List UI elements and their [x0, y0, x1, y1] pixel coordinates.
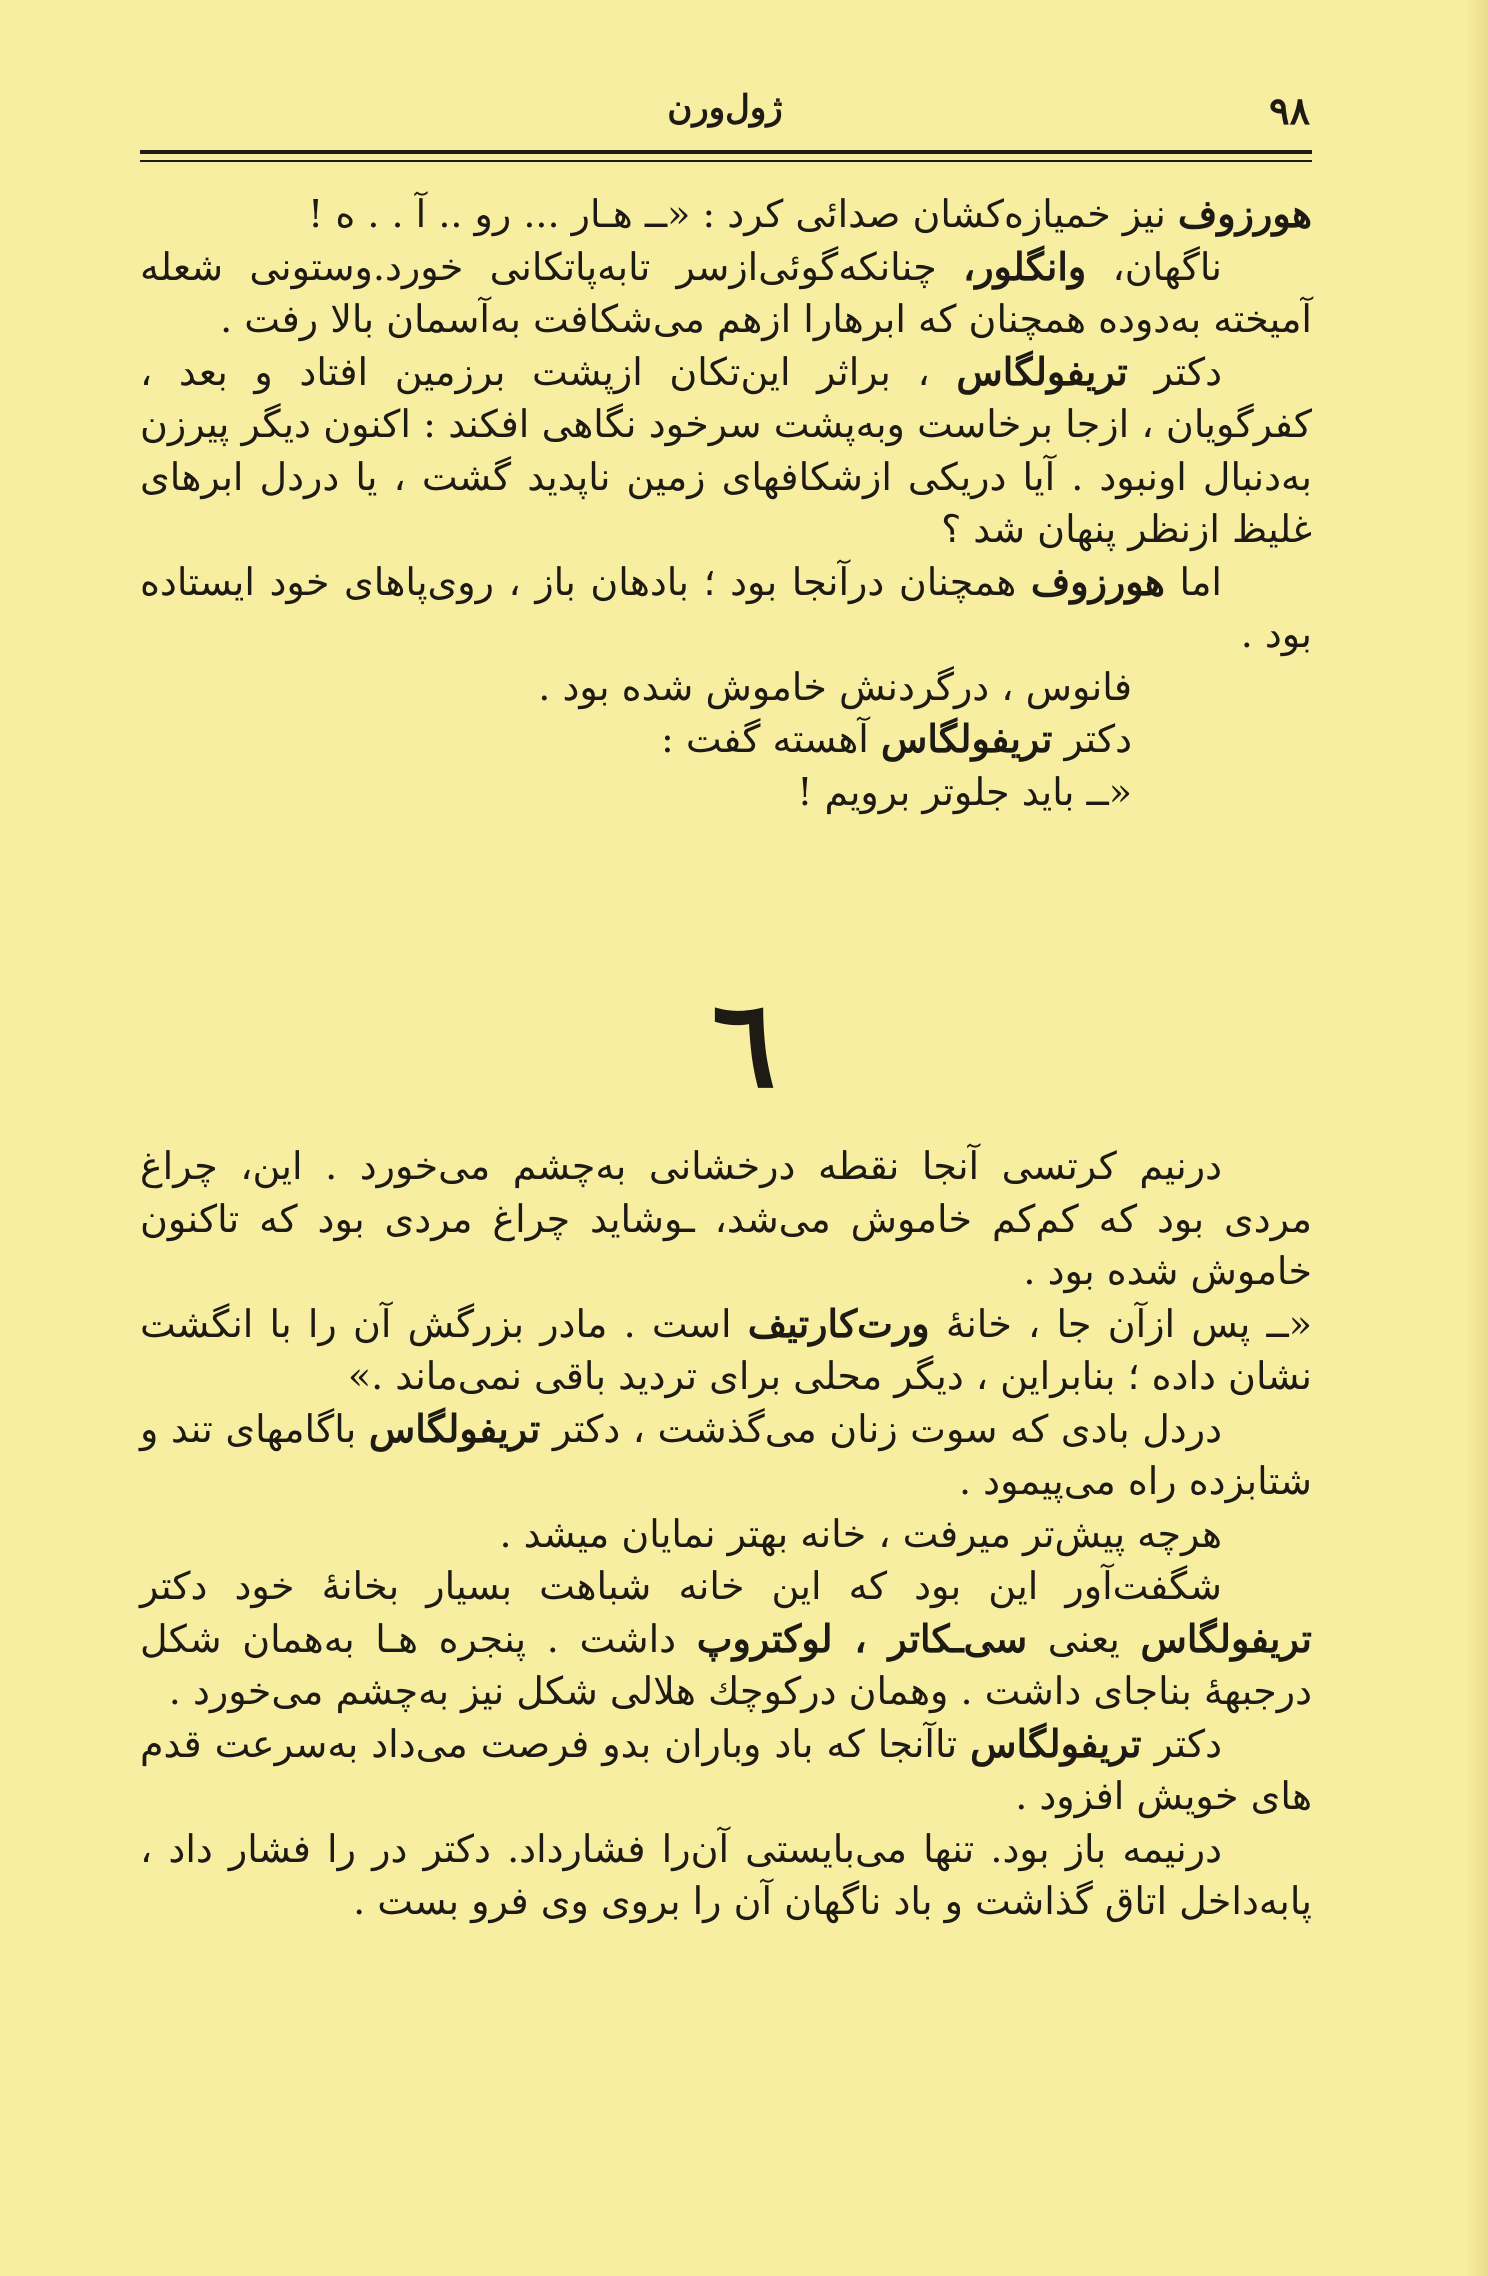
paragraph — [140, 188, 1312, 241]
paragraph-text: «ــ باید جلوتر برویم ! — [797, 769, 1132, 814]
text-block-before-chapter — [140, 188, 1312, 818]
paragraph — [140, 1560, 1312, 1718]
paragraph — [140, 713, 1312, 766]
paragraph-text: است . مادر بزرگش آن را با انگشت نشان داده ؛ بنابراین ، دیگر محلی برای تردید باقی نمی‌ماند .» — [140, 1301, 1312, 1398]
header-rule-thin — [140, 160, 1312, 162]
paragraph — [140, 661, 1312, 714]
bold-name: هورزوف — [1177, 191, 1312, 236]
paragraph — [140, 1718, 1312, 1823]
bold-name: تریفولگاس — [368, 1405, 541, 1451]
paragraph — [140, 556, 1312, 661]
bold-name: تریفولگاس — [880, 716, 1053, 761]
paragraph-text: دکتر — [1127, 349, 1222, 394]
paragraph — [140, 766, 1312, 819]
paragraph — [140, 346, 1312, 556]
paragraph — [140, 1140, 1312, 1298]
bold-name: سی‌ـکاتر ، لوکتروپ — [696, 1615, 1028, 1661]
paragraph-text: ، براثر این‌تکان ازپشت برزمین افتاد و بعد ، کفرگویان ، ازجا برخاست وبه‌پشت سرخود نگاهی افکند : اکنون دیگر پیرزن به‌دنبال اونبود . آیا دریکی ازشکافهای زمین ناپدید گشت ، یا دردل ابرهای غلیظ ازنظر پنهان شد ؟ — [140, 349, 1312, 551]
paragraph-text: یعنی — [1027, 1616, 1141, 1661]
paragraph-text: «ــ پس ازآن جا ، خانهٔ — [929, 1301, 1313, 1346]
paragraph — [140, 1403, 1312, 1508]
paragraph-text: درنیم کرتسی آنجا نقطه درخشانی به‌چشم می‌خورد . این، چراغ مردی بود که کم‌کم خاموش می‌شد، ـوشاید چراغ مردی بود که تاکنون خاموش شده بود . — [140, 1144, 1312, 1293]
running-title: ژول‌ورن — [667, 88, 783, 128]
bold-name: تریفولگاس — [970, 1720, 1142, 1766]
bold-name: تریفولگاس — [1140, 1615, 1312, 1661]
paragraph-text: هرچه پیش‌تر میرفت ، خانه بهتر نمایان میشد . — [499, 1511, 1222, 1556]
bold-name: هورزوف — [1030, 558, 1165, 604]
paragraph — [140, 241, 1312, 346]
paragraph-text: فانوس ، درگردنش خاموش شده بود . — [538, 664, 1132, 709]
header-rule-thick — [140, 150, 1312, 154]
bold-name: وانگلور، — [962, 243, 1087, 289]
paragraph — [140, 1298, 1312, 1403]
paragraph-text: تاآنجا که باد وباران بدو فرصت می‌داد به‌سرعت قدم های خویش افزود . — [140, 1721, 1312, 1818]
paragraph-text: داشت . پنجره هـا به‌همان شکل درجبههٔ بناجای داشت . وهمان درکوچك هلالی شکل نیز به‌چشم می‌خورد . — [140, 1616, 1312, 1713]
bold-name: تریفولگاس — [956, 348, 1128, 394]
bold-name: ورت‌کارتیف — [747, 1300, 930, 1346]
paragraph-text: نیز خمیازه‌کشان صدائی کرد : «ــ هـار ... رو .. آ . . ه ! — [308, 192, 1178, 236]
paragraph — [140, 1508, 1312, 1561]
paragraph-text: چنانکه‌گوئی‌ازسر تابه‌پاتکانی خورد.وستونی شعله آمیخته به‌دوده همچنان که ابرهارا ازهم می‌شکافت به‌آسمان بالا رفت . — [140, 244, 1312, 341]
page-header — [140, 88, 1310, 138]
chapter-number: ٦ — [711, 974, 777, 1115]
paragraph-text: آهسته گفت : — [660, 717, 881, 761]
paragraph-text: دکتر — [1141, 1721, 1222, 1766]
paragraph — [140, 1823, 1312, 1928]
page-edge-shadow — [1466, 0, 1488, 2276]
paragraph-text: شگفت‌آور این بود که این خانه شباهت بسیار بخانهٔ خود دکتر — [140, 1564, 1222, 1608]
paragraph-text: درنیمه باز بود. تنها می‌بایستی آن‌را فشارداد. دکتر در را فشار داد ، پابه‌داخل اتاق گذاشت و باد ناگهان آن را بروی وی فرو بست . — [140, 1826, 1312, 1923]
paragraph-text: همچنان درآنجا بود ؛ بادهان باز ، روی‌پاهای خود ایستاده بود . — [140, 559, 1312, 656]
page-number: ۹۸ — [1269, 88, 1310, 133]
paragraph-text: ناگهان، — [1086, 244, 1222, 289]
paragraph-text: دکتر — [1052, 717, 1132, 761]
text-block-after-chapter — [140, 1140, 1312, 1928]
paragraph-text: دردل بادی که سوت زنان می‌گذشت ، دکتر — [540, 1406, 1222, 1451]
paragraph-text: باگامهای تند و شتابزده راه می‌پیمود . — [140, 1406, 1312, 1503]
paragraph-text: اما — [1164, 559, 1222, 604]
